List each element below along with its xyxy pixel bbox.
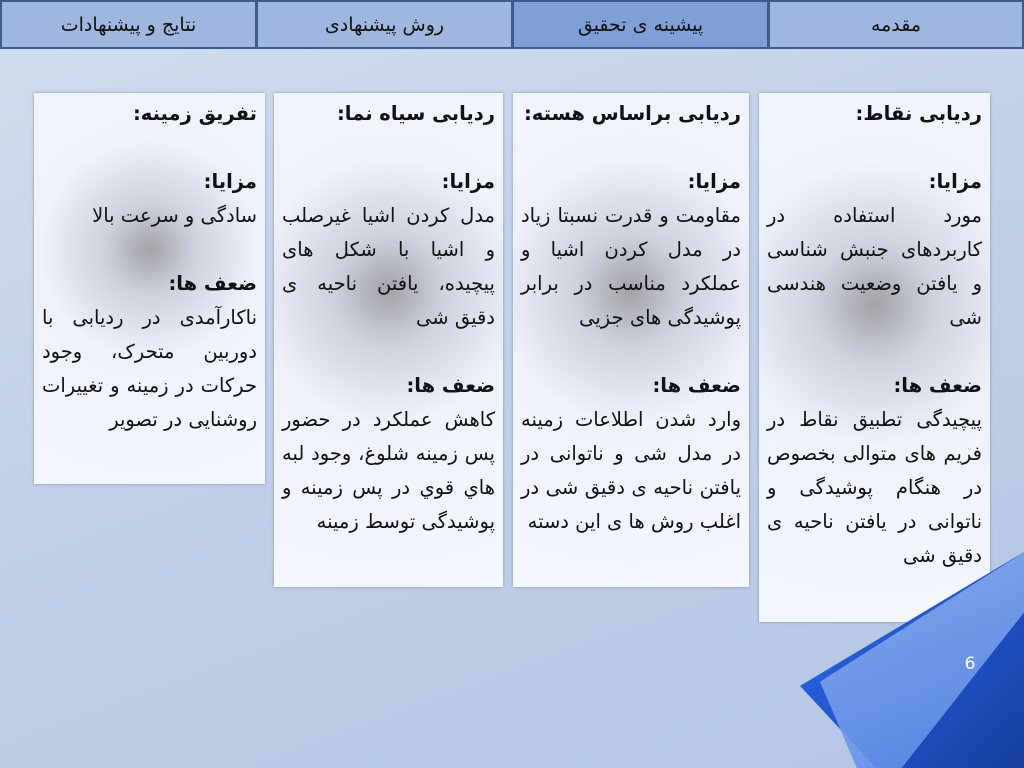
card-kernel-tracking xyxy=(513,93,749,587)
pros-label: مزایا: xyxy=(441,170,495,193)
tab-results-suggestions[interactable]: نتایج و پیشنهادات xyxy=(0,0,257,49)
card-background-subtraction xyxy=(34,93,265,484)
spacer xyxy=(521,131,741,165)
cons-label: ضعف ها: xyxy=(168,272,257,295)
pros-label: مزایا: xyxy=(928,170,982,193)
cons-label: ضعف ها: xyxy=(406,374,495,397)
cons-text: ناکارآمدی در ردیابی با دوربین متحرک، وجود حرکات در زمینه و تغییرات روشنایی در تصویر xyxy=(42,306,257,431)
spacer xyxy=(282,131,495,165)
pros-text: سادگی و سرعت بالا xyxy=(92,204,257,227)
pros-text: مورد استفاده در کاربردهای جنبش شناسی و یافتن وضعیت هندسی شی xyxy=(767,204,982,329)
card-title: تفریق زمینه: xyxy=(132,102,257,125)
cons-label: ضعف ها: xyxy=(893,374,982,397)
pros-text: مقاومت و قدرت نسبتا زیاد در مدل کردن اشیا و عملکرد مناسب در برابر پوشیدگی های جزیی xyxy=(521,204,741,329)
cons-text: وارد شدن اطلاعات زمینه در مدل شی و ناتوانی در یافتن ناحیه ی دقیق شی در اغلب روش ها ی این دسته xyxy=(521,408,741,533)
card-title: ردیابی نقاط: xyxy=(855,102,982,125)
spacer xyxy=(282,335,495,369)
card-silhouette-tracking xyxy=(274,93,503,587)
cons-text: کاهش عملکرد در حضور پس زمینه شلوغ، وجود لبه هاي قوي در پس زمینه و پوشیدگی توسط زمینه xyxy=(282,408,495,533)
spacer xyxy=(767,131,982,165)
card-point-tracking xyxy=(759,93,990,622)
tab-research-background[interactable]: پیشینه ی تحقیق xyxy=(512,0,769,49)
tab-proposed-method[interactable]: روش پیشنهادی xyxy=(256,0,513,49)
cons-label: ضعف ها: xyxy=(652,374,741,397)
pros-label: مزایا: xyxy=(687,170,741,193)
pros-label: مزایا: xyxy=(203,170,257,193)
spacer xyxy=(42,131,257,165)
pros-text: مدل کردن اشیا غیرصلب و اشیا با شکل های پیچیده، یافتن ناحیه ی دقیق شی xyxy=(282,204,495,329)
tab-bar xyxy=(0,0,1024,51)
card-title: ردیابی براساس هسته: xyxy=(524,102,741,125)
slide-number: 6 xyxy=(964,654,976,674)
spacer xyxy=(767,335,982,369)
cons-text: پیچیدگی تطبیق نقاط در فریم های متوالی بخصوص در هنگام پوشیدگی و ناتوانی در یافتن ناحیه ی دقیق شی xyxy=(767,408,982,567)
tab-introduction[interactable]: مقدمه xyxy=(768,0,1024,49)
card-title: ردیابی سیاه نما: xyxy=(337,102,495,125)
spacer xyxy=(521,335,741,369)
spacer xyxy=(42,233,257,267)
